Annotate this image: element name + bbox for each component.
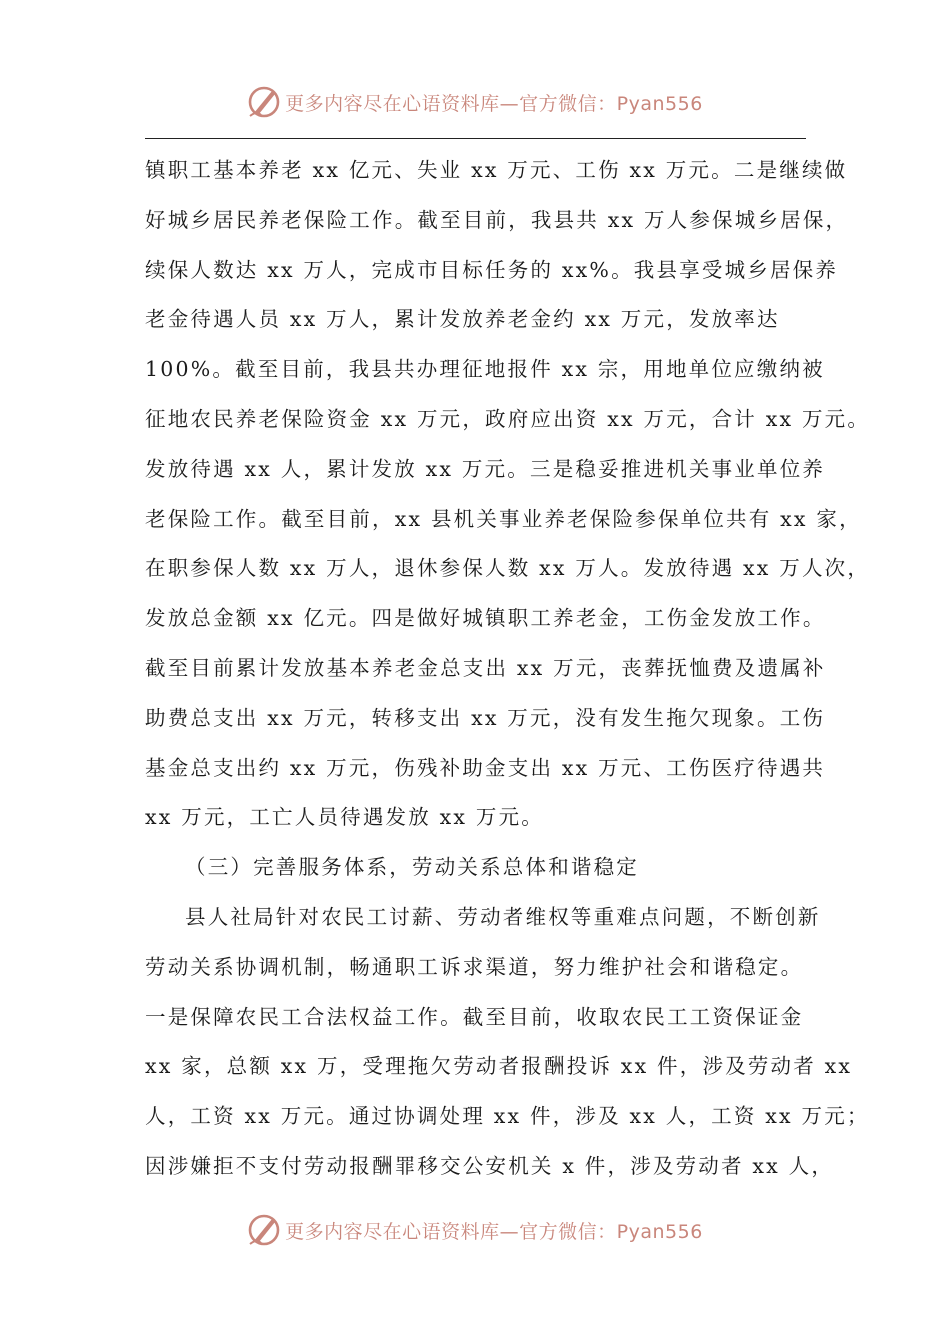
text-line: 人，工资 xx 万元。通过协调处理 xx 件，涉及 xx 人，工资 xx 万元； — [145, 1104, 870, 1129]
footer-watermark — [0, 1210, 950, 1250]
text-line: 助费总支出 xx 万元，转移支出 xx 万元，没有发生拖欠现象。工伤 — [145, 705, 826, 730]
text-line: 发放待遇 xx 人，累计发放 xx 万元。三是稳妥推进机关事业单位养 — [145, 456, 826, 481]
text-line: xx 万元，工亡人员待遇发放 xx 万元。 — [145, 805, 544, 830]
paragraph-first-line: 县人社局针对农民工讨薪、劳动者维权等重难点问题，不断创新 — [185, 904, 821, 929]
quill-pen-circle-icon — [247, 85, 281, 119]
document-body — [145, 146, 871, 1192]
watermark-text: 更多内容尽在心语资料库—官方微信：Pyan556 — [285, 92, 703, 115]
quill-pen-circle-icon — [247, 1213, 281, 1247]
header-watermark — [0, 82, 950, 122]
section-heading: （三）完善服务体系，劳动关系总体和谐稳定 — [185, 855, 639, 880]
text-line: 老保险工作。截至目前，xx 县机关事业养老保险参保单位共有 xx 家， — [145, 506, 862, 531]
text-line: 好城乡居民养老保险工作。截至目前，我县共 xx 万人参保城乡居保， — [145, 207, 849, 232]
text-line: 在职参保人数 xx 万人，退休参保人数 xx 万人。发放待遇 xx 万人次， — [145, 556, 871, 581]
text-line: 续保人数达 xx 万人，完成市目标任务的 xx%。我县享受城乡居保养 — [145, 257, 839, 282]
text-line: 截至目前累计发放基本养老金总支出 xx 万元，丧葬抚恤费及遗属补 — [145, 655, 826, 680]
text-line: 镇职工基本养老 xx 亿元、失业 xx 万元、工伤 xx 万元。二是继续做 — [145, 158, 848, 182]
header-divider — [145, 138, 806, 139]
text-line: 100%。截至目前，我县共办理征地报件 xx 宗，用地单位应缴纳被 — [145, 357, 825, 382]
text-line: 基金总支出约 xx 万元，伤残补助金支出 xx 万元、工伤医疗待遇共 — [145, 755, 826, 780]
text-line: 征地农民养老保险资金 xx 万元，政府应出资 xx 万元，合计 xx 万元。 — [145, 406, 871, 431]
text-line: xx 家，总额 xx 万，受理拖欠劳动者报酬投诉 xx 件，涉及劳动者 xx — [145, 1054, 853, 1079]
text-line: 老金待遇人员 xx 万人，累计发放养老金约 xx 万元，发放率达 — [145, 307, 780, 332]
text-line: 发放总金额 xx 亿元。四是做好城镇职工养老金，工伤金发放工作。 — [145, 606, 826, 631]
text-line: 因涉嫌拒不支付劳动报酬罪移交公安机关 x 件，涉及劳动者 xx 人， — [145, 1153, 835, 1178]
text-line: 一是保障农民工合法权益工作。截至目前，收取农民工工资保证金 — [145, 1004, 804, 1029]
watermark-text: 更多内容尽在心语资料库—官方微信：Pyan556 — [285, 1220, 703, 1243]
text-line: 劳动关系协调机制，畅通职工诉求渠道，努力维护社会和谐稳定。 — [145, 954, 804, 979]
